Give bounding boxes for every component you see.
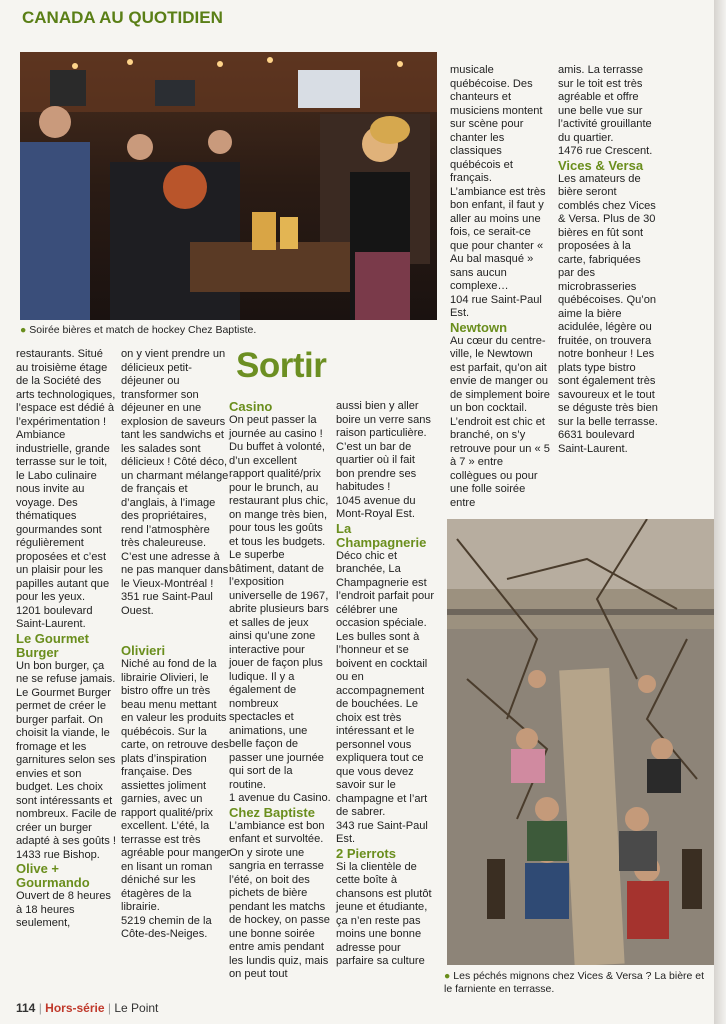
col1-heading-gourmet-burger: Le Gourmet Burger xyxy=(16,630,89,660)
bar-photo-caption-text: Soirée bières et match de hockey Chez Baptiste. xyxy=(29,324,257,336)
bar-photo-image xyxy=(20,52,437,320)
col3-heading-chez-baptiste: Chez Baptiste xyxy=(229,804,315,820)
col5-intro-address: 104 rue Saint-Paul Est. xyxy=(450,293,542,319)
page-header xyxy=(22,8,223,28)
col1-text-gourmet-burger: Un bon burger, ça ne se refuse jamais. Le Gourmet Burger permet de créer le burger parfait. On choisit la viande, le fromage et les garnitures selon ses envies et son budget. Les choix sont intéressants et nombreux. Facile de créer un burger adapté à ses goûts ! xyxy=(16,659,117,847)
col6-intro-address: 1476 rue Crescent. xyxy=(558,145,653,157)
col1-heading-olive-gourmando: Olive + Gourmando xyxy=(16,861,90,890)
column-3 xyxy=(229,400,331,982)
col6-heading-vices-versa: Vices & Versa xyxy=(558,157,644,173)
header-title: AU QUOTIDIEN xyxy=(99,8,223,27)
terrace-photo-caption xyxy=(444,970,712,996)
footer-separator: | xyxy=(38,1001,42,1015)
column-5 xyxy=(450,64,550,510)
footer-series: Hors-série xyxy=(45,1001,105,1015)
col4-text-2-pierrots: Si la clientèle de cette boîte à chansons est plutôt jeune et étudiante, ça n’en reste pas moins une bonne adresse pour parfaire sa culture xyxy=(336,860,432,967)
page-gutter-shadow xyxy=(714,0,726,1024)
col2-text-olivieri: Niché au fond de la librairie Olivieri, le bistro offre un très beau menu mettant en valeur les produits québécois. Sur la carte, on retrouve des plats d’inspiration française. Des assiettes joliment garnies, avec un rapport qualité/prix excellent. L’été, la terrasse est très agréable pour manger en lisant un roman déniché sur les étagères de la librairie. xyxy=(121,658,231,913)
col6-address-vices-versa: 6631 boulevard Saint-Laurent. xyxy=(558,429,635,455)
col5-text-newtown: Au cœur du centre-ville, le Newtown est parfait, qu’on ait envie de manger ou de simplement boire un bon cocktail. L’endroit est chic et branché, on s’y retrouve pour un « 5 à 7 » entre collègues ou pour une folle soirée entre xyxy=(450,334,550,509)
col3-text-chez-baptiste: L’ambiance est bon enfant et survoltée. On y sirote une sangria en terrasse l’été, on boit des pichets de bière pendant les matchs de hockey, on passe une bonne soirée entre amis pendant les lundis quiz, mais on peut tout xyxy=(229,819,330,980)
col2-address-olivieri: 5219 chemin de la Côte-des-Neiges. xyxy=(121,914,212,940)
caption-bullet: ● xyxy=(444,970,451,982)
col4-address-champagnerie: 343 rue Saint-Paul Est. xyxy=(336,819,428,845)
col3-heading-casino: Casino xyxy=(229,399,273,414)
col2-intro: on y vient prendre un délicieux petit-déjeuner ou transformer son déjeuner en une explosion de saveurs tant les sandwichs et les salades sont délicieux ! Côté déco, un charmant mélange de français et d’anglais, à l’image des propriétaires, rend l’atmosphère très chaleureuse. C’est une adresse à ne pas manquer dans le Vieux-Montréal ! xyxy=(121,348,229,590)
col5-heading-newtown: Newtown xyxy=(450,319,508,335)
col4-heading-champagnerie: La Champagnerie xyxy=(336,520,427,550)
footer-magazine: Le Point xyxy=(114,1001,159,1015)
terrace-photo xyxy=(447,519,714,965)
page-number: 114 xyxy=(16,1001,36,1015)
terrace-photo-image xyxy=(447,519,714,965)
col3-text-casino: On peut passer la journée au casino ! Du buffet à volonté, d’un excellent rapport qualité/prix pour le brunch, au restaurant plus chic, on mange très bien, pour tous les goûts et tous les budgets. Le superbe bâtiment, datant de l’exposition universelle de 1967, abrite plusieurs bars et salles de jeux ainsi qu’une zone interactive pour jouer de façon plus ludique. Il y a également de nombreux spectacles et animations, une belle façon de passer une journée qui sort de la routine. xyxy=(229,414,329,791)
col5-intro: musicale québécoise. Des chanteurs et musiciens montent sur scène pour chanter les classiques québécois et français. L’ambiance est très bon enfant, il faut y aller au moins une fois, ce serait-ce que pour chanter « Au bal masqué » sans aucun complexe… xyxy=(450,64,546,292)
terrace-photo-caption-text: Les péchés mignons chez Vices & Versa ? La bière et le farniente en terrasse. xyxy=(444,970,705,995)
col4-heading-2-pierrots: 2 Pierrots xyxy=(336,845,396,861)
column-1 xyxy=(16,348,118,931)
bar-photo-caption xyxy=(20,324,440,337)
column-6 xyxy=(558,64,658,456)
col2-intro-address: 351 rue Saint-Paul Ouest. xyxy=(121,591,213,617)
col6-text-vices-versa: Les amateurs de bière seront comblés chez Vices & Versa. Plus de 30 bières en fût sont proposées à la carte, fabriquées par des microbrasseries québécoises. Qu’on aime la bière acidulée, légère ou fruitée, on trouvera notre bonheur ! Les plats type bistro sont également très savoureux et le tout se déguste très bien sur la belle terrasse. xyxy=(558,172,658,428)
col2-heading-olivieri: Olivieri xyxy=(121,643,166,658)
col4-intro-address: 1045 avenue du Mont-Royal Est. xyxy=(336,494,416,520)
column-2 xyxy=(121,348,231,942)
col4-intro: aussi bien y aller boire un verre sans raison particulière. C’est un bar de quartier où il fait bon prendre ses habitudes ! xyxy=(336,400,431,493)
col6-intro: amis. La terrasse sur le toit est très agréable et offre une belle vue sur l’activité grouillante du quartier. xyxy=(558,64,652,144)
caption-bullet: ● xyxy=(20,324,27,336)
col4-text-champagnerie: Déco chic et branchée, La Champagnerie est l’endroit parfait pour célébrer une occasion spéciale. Les bulles sont à l’honneur et se boivent en cocktail ou en accompagnement de bouchées. Le choix est très intéressant et le personnel vous expliquera tout ce que vous devez savoir sur le champagne et l’art de sabrer. xyxy=(336,549,435,818)
col1-intro: restaurants. Situé au troisième étage de la Société des arts technologiques, l’espace est dédié à l’expérimentation ! Ambiance industrielle, grande terrasse sur le toit, le Labo culinaire nous invite au voyage. Des thématiques gourmandes sont régulièrement proposées et c’est un plaisir pour les papilles autant que pour les yeux. xyxy=(16,348,116,603)
section-title: Sortir xyxy=(236,346,327,385)
column-4 xyxy=(336,400,436,969)
col1-text-olive-gourmando: Ouvert de 8 heures à 18 heures seulement, xyxy=(16,890,111,929)
page-footer xyxy=(16,1001,158,1015)
header-section: CANADA xyxy=(22,8,96,27)
footer-separator: | xyxy=(107,1001,112,1015)
col1-intro-address: 1201 boulevard Saint-Laurent. xyxy=(16,604,93,630)
bar-photo xyxy=(20,52,437,320)
col1-address-gourmet-burger: 1433 rue Bishop. xyxy=(16,848,100,861)
col3-address-casino: 1 avenue du Casino. xyxy=(229,792,331,804)
